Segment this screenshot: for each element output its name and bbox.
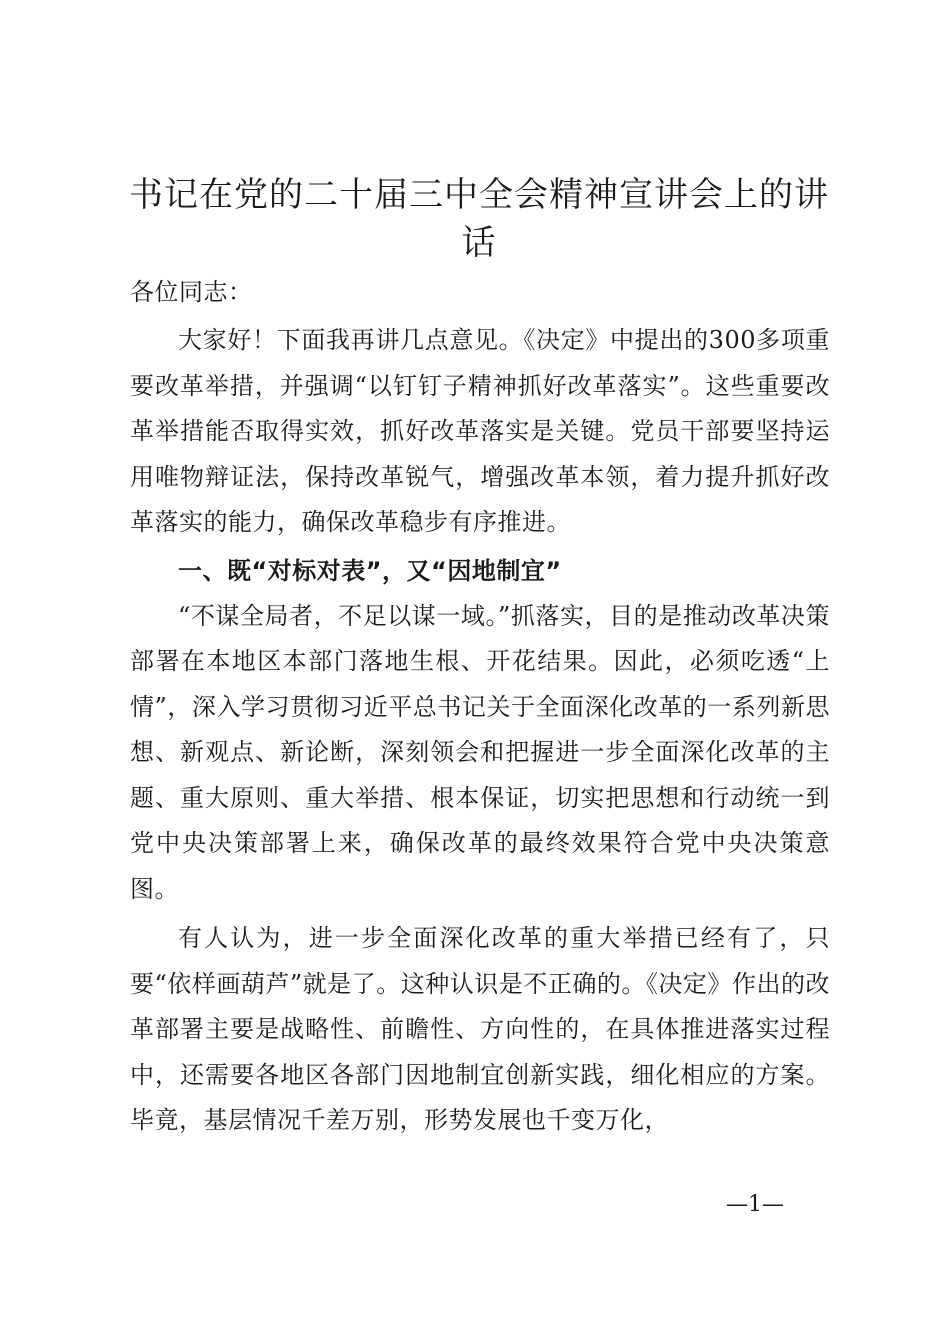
section-paragraph: 有人认为，进一步全面深化改革的重大举措已经有了，只要“依样画葫芦”就是了。这种认识是不正确的。《决定》作出的改革部署主要是战略性、前瞻性、方向性的，在具体推进落实过程中，还需要各地区各部门因地制宜创新实践，细化相应的方案。毕竟，基层情况千差万别，形势发展也千变万化， <box>130 924 830 1134</box>
page-number: —1— <box>726 1192 784 1217</box>
salutation: 各位同志： <box>130 278 253 306</box>
document-body <box>130 272 830 1144</box>
section-paragraph: “不谋全局者，不足以谋一域。”抓落实，目的是推动改革决策部署在本地区本部门落地生根、开花结果。因此，必须吃透“上情”，深入学习贯彻习近平总书记关于全面深化改革的一系列新思想、新观点、新论断，深刻领会和把握进一步全面深化改革的主题、重大原则、重大举措、根本保证，切实把思想和行动统一到党中央决策部署上来，确保改革的最终效果符合党中央决策意图。 <box>130 601 830 903</box>
intro-paragraph: 大家好！下面我再讲几点意见。《决定》中提出的300多项重要改革举措，并强调“以钉钉子精神抓好改革落实”。这些重要改革举措能否取得实效，抓好改革落实是关键。党员干部要坚持运用唯物辩证法，保持改革锐气，增强改革本领，着力提升抓好改革落实的能力，确保改革稳步有序推进。 <box>130 326 830 536</box>
document-title: 书记在党的二十届三中全会精神宣讲会上的讲话 <box>129 175 829 263</box>
section-heading: 一、既“对标对表”，又“因地制宜” <box>178 556 562 585</box>
